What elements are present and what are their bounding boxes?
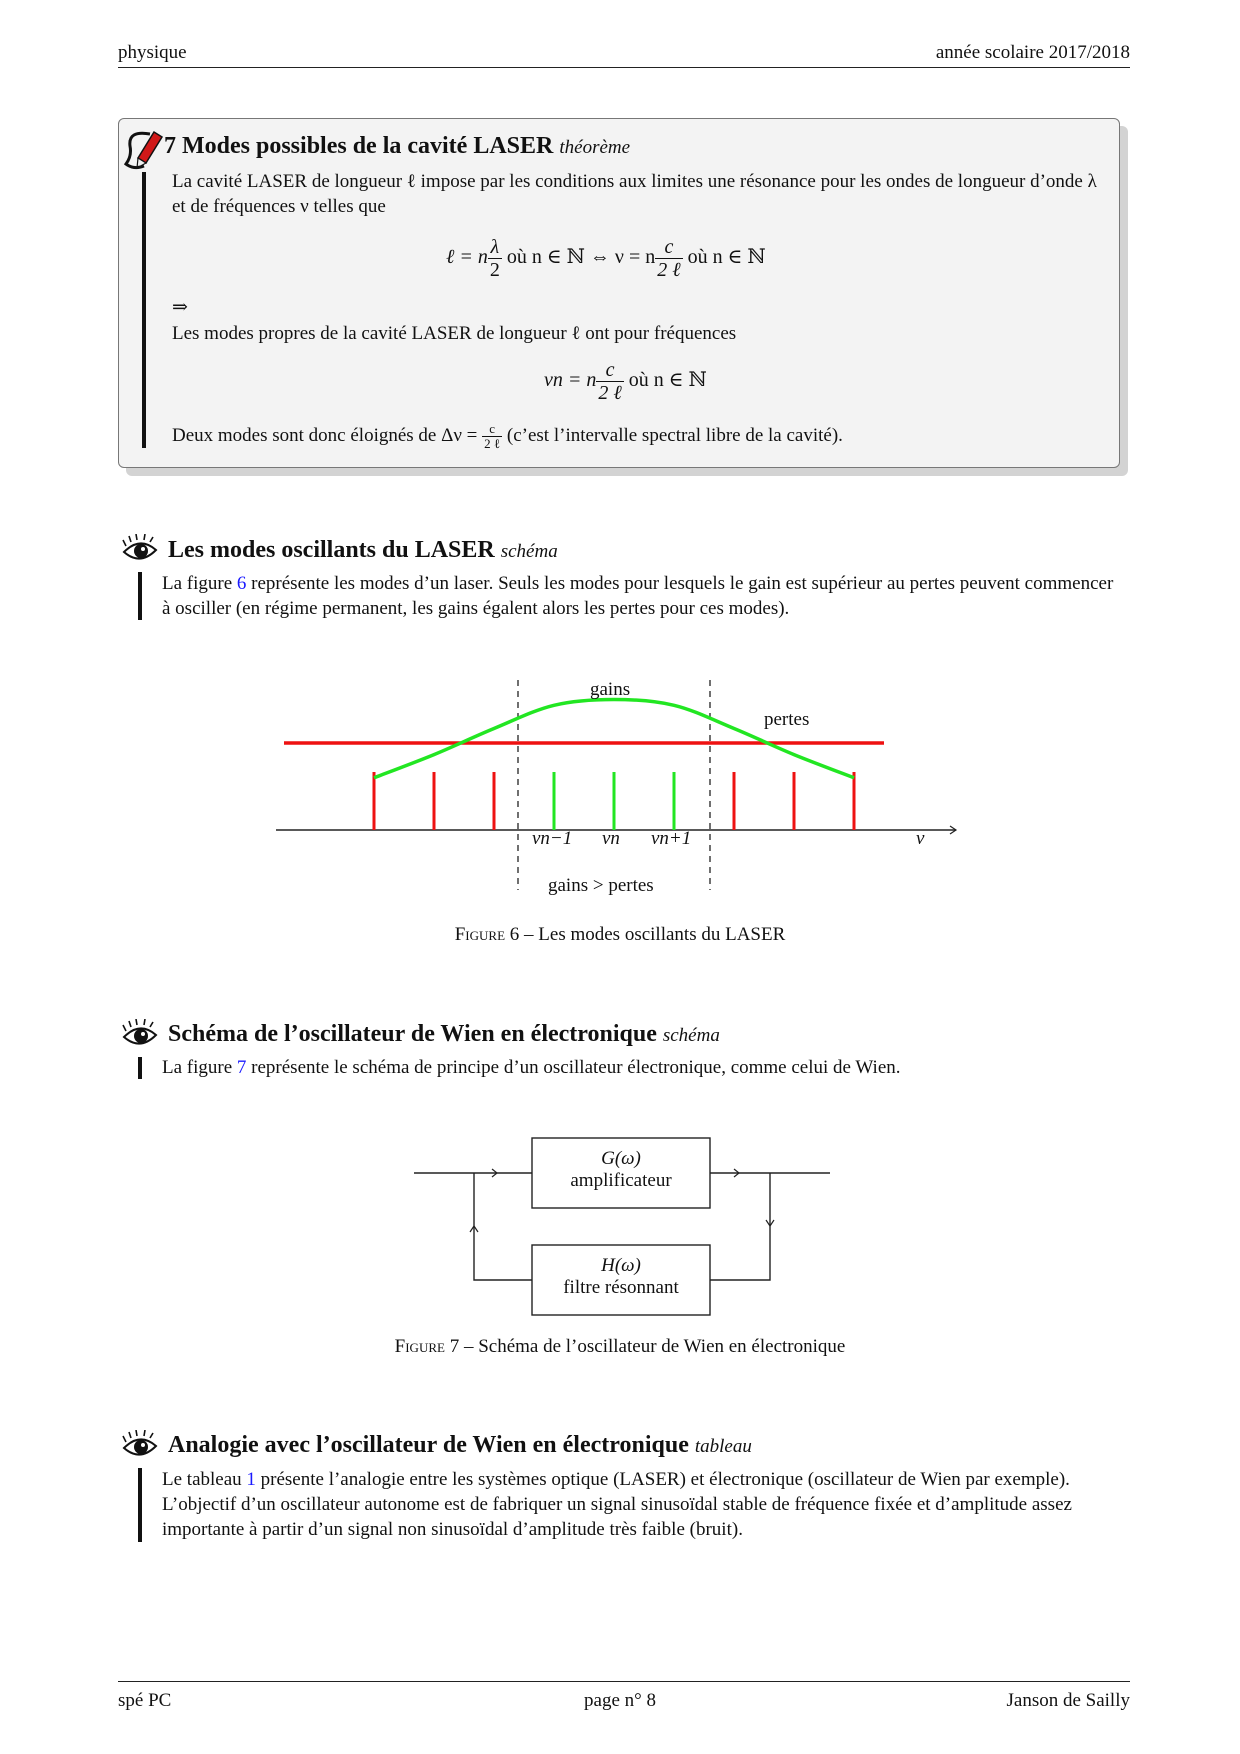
eye-icon	[120, 1430, 160, 1464]
eq2-left: νn = n	[544, 369, 597, 392]
figure6-caption-text: – Les modes oscillants du LASER	[524, 924, 786, 945]
section1-text-b: représente les modes d’un laser. Seuls les modes pour lesquels le gain est supérieur au pertes peuvent commencer à osciller (en régime permanent, les gains égalent alors les pertes pour ces modes).	[162, 573, 1114, 619]
amplifier-label: amplificateur	[570, 1170, 672, 1191]
theorem-implies: ⇒	[172, 297, 188, 318]
section3-tag: tableau	[694, 1436, 752, 1457]
section1-title-text: Les modes oscillants du LASER	[168, 537, 495, 563]
eq1-num2: c	[655, 236, 682, 259]
footer-left: spé PC	[118, 1690, 172, 1711]
figure7-ref-link[interactable]: 7	[236, 1057, 247, 1078]
section1-tag: schéma	[500, 541, 558, 562]
section3-text-b: présente l’analogie entre les systèmes optique (LASER) et électronique (oscillateur de Wien par exemple). L’objectif d’un oscillateur autonome est de fabriquer un signal sinusoïdal stable de fréquence fixée et d’amplitude assez importante à partir d’un signal non sinusoïdal d’amplitude très faible (bruit).	[162, 1469, 1072, 1540]
p3-num: c	[482, 422, 502, 437]
eq2-num: c	[596, 359, 623, 382]
theorem-p2: Les modes propres de la cavité LASER de longueur ℓ ont pour fréquences	[172, 323, 737, 344]
filter-symbol: H(ω)	[601, 1255, 641, 1276]
section3-title-text: Analogie avec l’oscillateur de Wien en électronique	[168, 1432, 689, 1458]
section2-title-text: Schéma de l’oscillateur de Wien en électronique	[168, 1021, 657, 1047]
label-nu-minus: νn−1	[532, 828, 573, 849]
section3-title	[168, 1432, 752, 1459]
header-right: année scolaire 2017/2018	[935, 42, 1130, 63]
table1-ref-link[interactable]: 1	[246, 1469, 256, 1490]
eq2-right: où n ∈ ℕ	[628, 369, 707, 392]
figure6-ref-link[interactable]: 6	[236, 573, 247, 594]
eq1-left: ℓ = n	[446, 246, 488, 269]
label-gains: gains	[590, 679, 631, 700]
figure6-caption-prefix: Figure	[454, 924, 506, 945]
theorem-title-text: 7 Modes possibles de la cavité LASER	[164, 133, 554, 159]
eq1-den2: 2 ℓ	[657, 259, 681, 281]
section2-text-b: représente le schéma de principe d’un oscillateur électronique, comme celui de Wien.	[251, 1057, 901, 1078]
axis-label-nu: ν	[916, 828, 925, 849]
label-nu: νn	[602, 828, 620, 849]
section3-text	[162, 1467, 1122, 1542]
footer-rule	[118, 1681, 1130, 1682]
eq1-right: où n ∈ ℕ	[687, 246, 766, 269]
p3-b: (c’est l’intervalle spectral libre de la cavité).	[506, 425, 843, 447]
feedback-wire-out	[710, 1173, 770, 1280]
label-condition: gains > pertes	[548, 875, 654, 896]
p3-den: 2 ℓ	[484, 436, 501, 452]
theorem-tag: théorème	[559, 137, 631, 158]
label-pertes: pertes	[764, 709, 810, 730]
eq1-mid: où n ∈ ℕ ⇔ ν = n	[506, 246, 656, 269]
figure7-caption-text: – Schéma de l’oscillateur de Wien en électronique	[463, 1336, 846, 1357]
section2-tag: schéma	[662, 1025, 720, 1046]
filter-label: filtre résonnant	[563, 1277, 679, 1298]
section3-bar	[138, 1468, 142, 1542]
section1-text-a: La figure	[162, 573, 233, 594]
section2-text-a: La figure	[162, 1057, 233, 1078]
eq1-den1: 2	[489, 259, 500, 281]
theorem-p1: La cavité LASER de longueur ℓ impose par les conditions aux limites une résonance pour les ondes de longueur d’onde λ et de fréquences ν telles que	[172, 171, 1097, 217]
footer-right: Janson de Sailly	[1006, 1690, 1130, 1711]
section3-text-a: Le tableau	[162, 1469, 242, 1490]
eq1-num1: λ	[488, 236, 502, 259]
label-nu-plus: νn+1	[651, 828, 692, 849]
footer-center: page n° 8	[584, 1690, 656, 1711]
header-left: physique	[118, 42, 187, 63]
figure7-caption-num: 7	[449, 1336, 460, 1357]
p3-a: Deux modes sont donc éloignés de Δν =	[172, 425, 478, 447]
figure7-caption	[0, 1336, 1240, 1358]
figure7-caption-prefix: Figure	[394, 1336, 445, 1357]
feedback-wire-in	[474, 1173, 532, 1280]
amplifier-symbol: G(ω)	[601, 1148, 641, 1169]
filter-text	[532, 1255, 710, 1299]
eq2-den: 2 ℓ	[598, 382, 622, 404]
figure6-caption-num: 6	[509, 924, 520, 945]
amplifier-text	[532, 1148, 710, 1192]
